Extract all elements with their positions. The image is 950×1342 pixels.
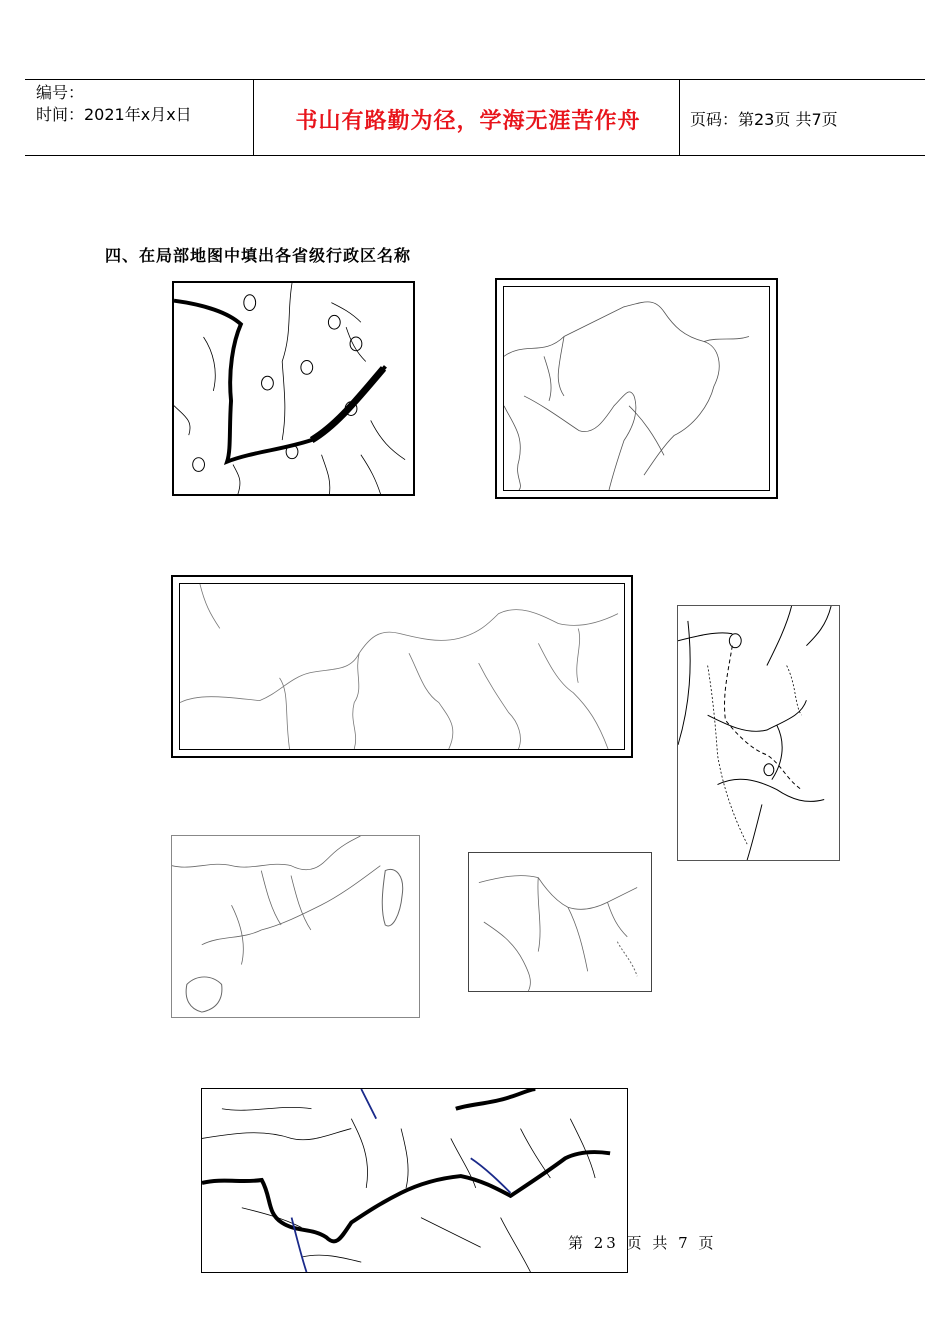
map-northern-china-wide [171, 575, 633, 758]
map-2-inner-frame [503, 286, 770, 491]
header-meta [36, 82, 192, 126]
map-yangtze-delta [468, 852, 652, 992]
map-7-graphic [202, 1089, 627, 1272]
section-title: 四、在局部地图中填出各省级行政区名称 [105, 246, 412, 265]
header-bottom-rule [25, 155, 925, 156]
map-3-graphic [180, 584, 624, 749]
map-northeast-china [495, 278, 778, 499]
map-1-graphic [174, 283, 413, 494]
map-huang-huai-dashed [677, 605, 840, 861]
header-divider-1 [253, 79, 254, 155]
map-2-graphic [504, 287, 769, 490]
map-yangtze-basin [201, 1088, 628, 1273]
map-middle-yellow-river [172, 281, 415, 496]
header-motto: 书山有路勤为径，学海无涯苦作舟 [295, 109, 641, 134]
document-time-label: 时间：2021年x月x日 [36, 105, 192, 124]
map-southeast-coast-taiwan [171, 835, 420, 1018]
map-4-graphic [678, 606, 839, 860]
map-6-graphic [469, 853, 651, 991]
map-3-inner-frame [179, 583, 625, 750]
document-number-label: 编号： [36, 83, 85, 102]
map-5-graphic [172, 836, 419, 1017]
header-page-info: 页码：第23页 共7页 [690, 110, 838, 129]
footer-page-number: 第 23 页 共 7 页 [568, 1234, 717, 1252]
header-top-rule [25, 79, 925, 80]
